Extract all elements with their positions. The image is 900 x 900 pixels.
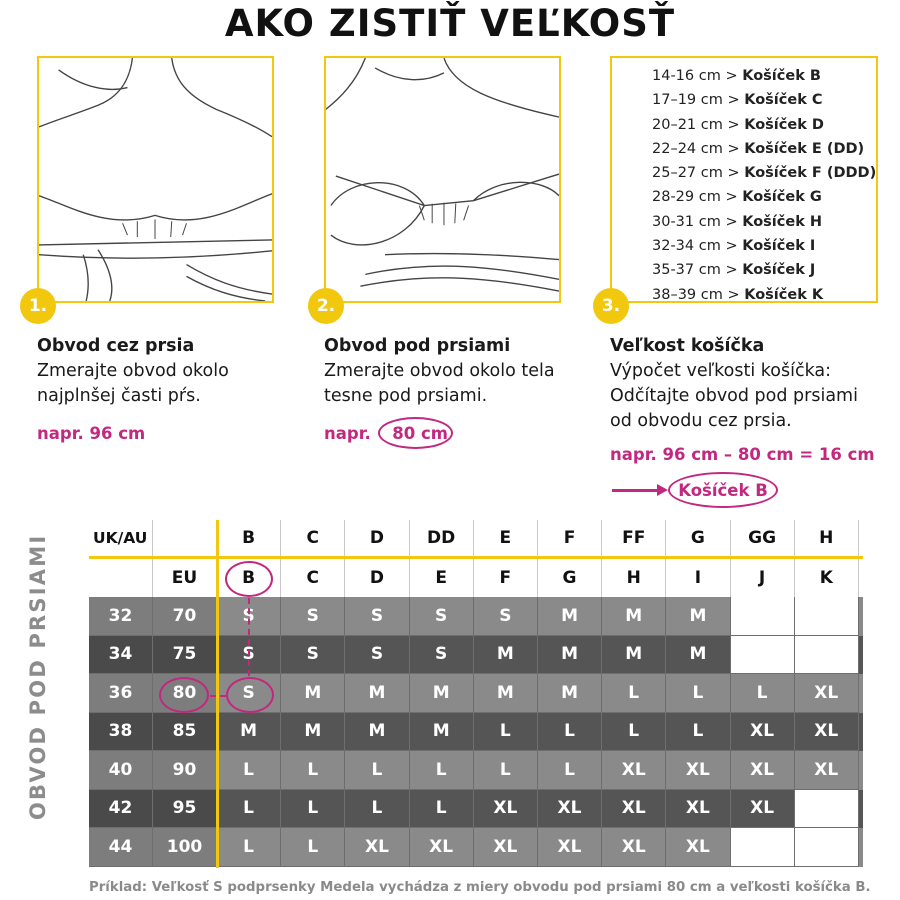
size-cell: L <box>666 713 730 752</box>
cup-list-item: 35-37 cm > Košíček J <box>652 262 816 279</box>
size-cell: XL <box>666 828 730 867</box>
size-cell: M <box>217 713 281 752</box>
step-heading: Veľkost košíčka <box>610 336 765 356</box>
cup-result: Košíček B <box>678 480 768 500</box>
eu-band-size: 90 <box>153 751 217 790</box>
size-cell: XL <box>731 713 795 752</box>
highlight-oval-80cm <box>378 417 453 449</box>
yellow-divider <box>216 520 219 868</box>
size-cell: S <box>474 597 538 636</box>
size-cell: S <box>217 597 281 636</box>
eu-cup-header: F <box>474 559 538 598</box>
size-cell: XL <box>410 828 474 867</box>
size-cell: M <box>538 636 602 675</box>
uk-cup-header: C <box>281 520 345 556</box>
size-cell: XL <box>602 751 666 790</box>
dashed-guide-horizontal <box>210 695 226 697</box>
size-cell: L <box>410 790 474 829</box>
size-cell: M <box>602 597 666 636</box>
size-cell: XL <box>474 828 538 867</box>
uk-band-size: 38 <box>89 713 153 752</box>
uk-cup-header: F <box>538 520 602 556</box>
step-1-description <box>37 334 317 409</box>
cup-list-item: 14-16 cm > Košíček B <box>652 68 821 84</box>
step-number-2: 2. <box>308 288 344 324</box>
cup-size-list-box <box>610 56 878 303</box>
eu-header-row <box>89 559 863 598</box>
step-number-3: 3. <box>593 288 629 324</box>
size-cell: XL <box>345 828 409 867</box>
uk-band-size: 34 <box>89 636 153 675</box>
eu-band-size: 100 <box>153 828 217 867</box>
dashed-guide-vertical <box>248 598 250 676</box>
size-cell: L <box>538 713 602 752</box>
size-cell: XL <box>731 790 795 829</box>
uk-cup-header: H <box>795 520 859 556</box>
size-cell: M <box>281 713 345 752</box>
size-cell <box>731 636 795 675</box>
size-cell: XL <box>795 674 859 713</box>
table-row <box>89 713 863 752</box>
step-3-description <box>610 334 895 434</box>
size-cell: S <box>410 597 474 636</box>
uk-band-size: 44 <box>89 828 153 867</box>
size-cell: M <box>602 636 666 675</box>
step-text: Zmerajte obvod okolo tela <box>324 361 555 381</box>
example-value: 80 cm <box>392 424 448 443</box>
step-text: Zmerajte obvod okolo <box>37 361 229 381</box>
step-text: najplnšej časti pŕs. <box>37 386 201 406</box>
size-cell <box>731 828 795 867</box>
step-text: od obvodu cez prsia. <box>610 411 792 431</box>
size-cell: L <box>474 713 538 752</box>
uk-band-size: 32 <box>89 597 153 636</box>
size-cell: XL <box>666 790 730 829</box>
eu-cup-header: I <box>666 559 730 598</box>
cup-list-item: 30-31 cm > Košíček H <box>652 213 823 230</box>
eu-cup-header: K <box>795 559 859 598</box>
size-cell: XL <box>666 751 730 790</box>
size-cell: L <box>666 674 730 713</box>
highlight-oval-size-s <box>226 677 274 713</box>
size-cell: M <box>538 597 602 636</box>
size-cell: M <box>538 674 602 713</box>
size-cell: M <box>666 636 730 675</box>
header-spacer <box>153 520 217 556</box>
size-cell <box>795 790 859 829</box>
size-cell: S <box>217 674 281 713</box>
header-spacer <box>89 559 153 598</box>
size-cell: XL <box>602 790 666 829</box>
eu-band-size: 85 <box>153 713 217 752</box>
table-row <box>89 751 863 790</box>
size-cell: M <box>474 636 538 675</box>
eu-cup-header: D <box>345 559 409 598</box>
size-cell: L <box>538 751 602 790</box>
size-cell: XL <box>538 828 602 867</box>
cup-list-item: 20–21 cm > Košíček D <box>652 116 824 133</box>
illustration-bust-measurement <box>37 56 274 303</box>
eu-band-size: 95 <box>153 790 217 829</box>
size-cell: L <box>217 751 281 790</box>
size-cell: L <box>345 790 409 829</box>
size-cell: L <box>217 790 281 829</box>
size-cell: L <box>345 751 409 790</box>
uk-band-size: 40 <box>89 751 153 790</box>
size-cell: M <box>666 597 730 636</box>
cup-list-item: 22–24 cm > Košíček E (DD) <box>652 140 865 157</box>
size-cell: L <box>217 828 281 867</box>
step-text: Výpočet veľkosti košíčka: <box>610 361 832 381</box>
table-row <box>89 636 863 675</box>
size-cell <box>795 597 859 636</box>
page-title: AKO ZISTIŤ VEĽKOSŤ <box>224 2 676 45</box>
arrow-right-icon <box>612 489 658 492</box>
cup-list-item: 32-34 cm > Košíček I <box>652 238 816 255</box>
table-row <box>89 790 863 829</box>
size-cell: S <box>281 636 345 675</box>
size-cell: L <box>281 751 345 790</box>
table-row <box>89 597 863 636</box>
size-cell: M <box>474 674 538 713</box>
step-text: tesne pod prsiami. <box>324 386 488 406</box>
size-cell: S <box>217 636 281 675</box>
size-cell: XL <box>731 751 795 790</box>
example-prefix: napr. <box>324 424 371 443</box>
size-cell: XL <box>538 790 602 829</box>
eu-band-size: 70 <box>153 597 217 636</box>
illustration-underbust-measurement <box>324 56 561 303</box>
eu-cup-header: E <box>410 559 474 598</box>
size-cell: S <box>281 597 345 636</box>
cup-list-item: 25–27 cm > Košíček F (DDD) <box>652 165 877 182</box>
size-cell: L <box>602 713 666 752</box>
size-cell: L <box>410 751 474 790</box>
uk-cup-header: D <box>345 520 409 556</box>
uk-cup-header: DD <box>410 520 474 556</box>
size-cell: S <box>410 636 474 675</box>
step-1-example: napr. 96 cm <box>37 424 146 443</box>
uk-label: UK/AU <box>89 520 153 556</box>
eu-cup-header: J <box>731 559 795 598</box>
size-cell: S <box>345 636 409 675</box>
step-2-description <box>324 334 604 409</box>
table-side-label: OBVOD POD PRSIAMI <box>26 533 50 820</box>
size-cell: XL <box>474 790 538 829</box>
size-cell: M <box>410 674 474 713</box>
eu-cup-header: B <box>217 559 281 598</box>
eu-cup-header: G <box>538 559 602 598</box>
size-cell <box>731 597 795 636</box>
size-cell: L <box>474 751 538 790</box>
size-cell <box>795 636 859 675</box>
size-cell: M <box>410 713 474 752</box>
size-cell: L <box>281 828 345 867</box>
uk-band-size: 36 <box>89 674 153 713</box>
uk-cup-header: G <box>666 520 730 556</box>
uk-band-size: 42 <box>89 790 153 829</box>
step-number-1: 1. <box>20 288 56 324</box>
eu-band-size: 75 <box>153 636 217 675</box>
size-cell <box>795 828 859 867</box>
size-cell: M <box>345 674 409 713</box>
highlight-oval-band-80 <box>159 677 209 713</box>
step-3-example: napr. 96 cm – 80 cm = 16 cm <box>610 445 875 464</box>
step-heading: Obvod cez prsia <box>37 336 195 356</box>
uk-cup-header: B <box>217 520 281 556</box>
cup-list-item: 17–19 cm > Košíček C <box>652 92 823 109</box>
size-cell: L <box>731 674 795 713</box>
eu-cup-header: H <box>602 559 666 598</box>
size-cell: L <box>281 790 345 829</box>
size-cell: XL <box>795 751 859 790</box>
cup-list-item: 28-29 cm > Košíček G <box>652 189 822 206</box>
uk-cup-header: E <box>474 520 538 556</box>
footnote: Príklad: Veľkosť S podprsenky Medela vychádza z miery obvodu pod prsiami 80 cm a veľkosti košíčka B. <box>89 880 871 895</box>
step-heading: Obvod pod prsiami <box>324 336 511 356</box>
step-text: Odčítajte obvod pod prsiami <box>610 386 858 406</box>
uk-header-row <box>89 520 863 559</box>
highlight-oval-cup-b <box>225 561 273 597</box>
size-cell: S <box>345 597 409 636</box>
table-row <box>89 828 863 867</box>
size-cell: M <box>345 713 409 752</box>
cup-list-item: 38–39 cm > Košíček K <box>652 286 824 303</box>
size-cell: L <box>602 674 666 713</box>
uk-cup-header: GG <box>731 520 795 556</box>
size-cell: XL <box>602 828 666 867</box>
eu-label: EU <box>153 559 217 598</box>
size-cell: XL <box>795 713 859 752</box>
eu-cup-header: C <box>281 559 345 598</box>
uk-cup-header: FF <box>602 520 666 556</box>
size-cell: M <box>281 674 345 713</box>
eu-band-size: 80 <box>153 674 217 713</box>
